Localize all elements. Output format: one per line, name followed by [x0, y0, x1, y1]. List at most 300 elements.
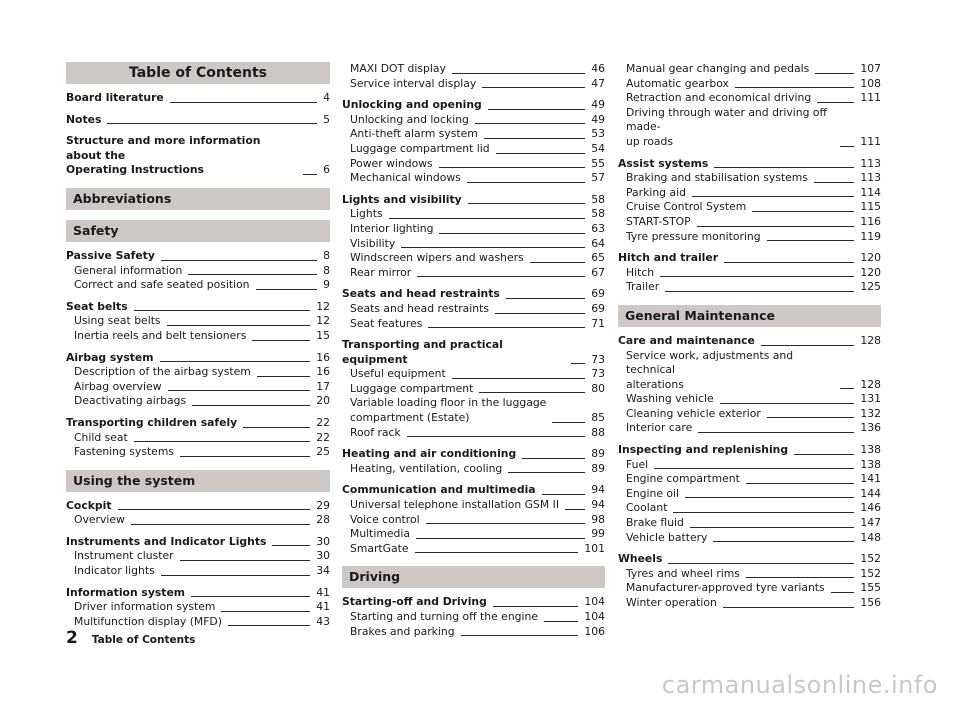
leader-line — [488, 109, 585, 110]
leader-line — [417, 276, 585, 277]
toc-subentry-retraction-and-economical-driving[interactable] — [618, 91, 881, 106]
toc-page-number: 20 — [316, 394, 330, 408]
spacer — [342, 91, 605, 98]
toc-subentry-engine-compartment[interactable] — [618, 472, 881, 487]
watermark-text: carmanualsonline.info — [661, 671, 938, 699]
toc-page-number: 54 — [591, 141, 605, 155]
toc-page-number: 114 — [860, 185, 881, 199]
toc-page-number: 30 — [316, 534, 330, 548]
toc-page-number: 115 — [860, 200, 881, 214]
toc-page-number: 5 — [323, 112, 330, 126]
toc-page-number: 147 — [860, 516, 881, 530]
toc-page-number: 136 — [860, 421, 881, 435]
toc-chapter-transporting-and-practical-equipment[interactable] — [342, 338, 605, 367]
toc-page-number: 58 — [591, 207, 605, 221]
toc-page-number: 8 — [323, 263, 330, 277]
toc-entry-label: Notes — [66, 112, 102, 126]
toc-subentry-winter-operation[interactable] — [618, 596, 881, 611]
toc-page-number: 9 — [323, 278, 330, 292]
leader-line — [522, 458, 585, 459]
spacer — [66, 178, 330, 188]
toc-page-number: 89 — [591, 461, 605, 475]
leader-line — [484, 138, 585, 139]
toc-entry-label: Visibility — [350, 236, 396, 250]
toc-chapter-heating-and-air-conditioning[interactable] — [342, 447, 605, 462]
section-banner-abbreviations: Abbreviations — [66, 188, 330, 210]
toc-chapter-communication-and-multimedia[interactable] — [342, 483, 605, 498]
toc-page-number: 119 — [860, 229, 881, 243]
toc-subentry-inertia-reels-and-belt-tensioners[interactable] — [66, 329, 330, 344]
toc-subentry-brakes-and-parking[interactable] — [342, 625, 605, 640]
toc-chapter-information-system[interactable] — [66, 586, 330, 601]
toc-page-number: 49 — [591, 98, 605, 112]
leader-line — [252, 340, 310, 341]
toc-page-number: 58 — [591, 192, 605, 206]
toc-subentry-start-stop[interactable] — [618, 215, 881, 230]
toc-chapter-inspecting-and-replenishing[interactable] — [618, 443, 881, 458]
toc-chapter-transporting-children-safely[interactable] — [66, 416, 330, 431]
toc-chapter-instruments-and-indicator-lights[interactable] — [66, 535, 330, 550]
toc-page-number: 98 — [591, 512, 605, 526]
leader-line — [697, 226, 855, 227]
spacer — [342, 588, 605, 595]
toc-page-number: 15 — [316, 328, 330, 342]
toc-page-number: 73 — [591, 367, 605, 381]
toc-page-number: 71 — [591, 316, 605, 330]
toc-entry-label: Starting and turning off the engine — [350, 610, 538, 623]
leader-line — [496, 153, 586, 154]
toc-column-1 — [66, 62, 330, 629]
leader-line — [118, 509, 311, 510]
toc-page-number: 104 — [584, 595, 605, 609]
toc-subentry-cruise-control-system[interactable] — [618, 200, 881, 215]
toc-page-number: 16 — [316, 350, 330, 364]
leader-line — [180, 456, 310, 457]
toc-page-number: 108 — [860, 76, 881, 90]
toc-entry-label: Brakes and parking — [350, 624, 455, 638]
toc-chapter-board-literature[interactable] — [66, 91, 330, 106]
toc-page-number: 131 — [860, 392, 881, 406]
toc-subentry-vehicle-battery[interactable] — [618, 531, 881, 546]
toc-entry-label: Power windows — [350, 156, 433, 170]
leader-line — [565, 509, 585, 510]
toc-page-number: 107 — [860, 62, 881, 75]
leader-line — [714, 167, 854, 168]
toc-chapter-care-and-maintenance[interactable] — [618, 334, 881, 349]
toc-page-number: 152 — [860, 566, 881, 580]
toc-chapter-notes[interactable] — [66, 113, 330, 128]
toc-entry-label: Roof rack — [350, 425, 401, 439]
leader-line — [552, 422, 585, 423]
toc-subentry-roof-rack[interactable] — [342, 426, 605, 441]
leader-line — [167, 325, 311, 326]
toc-page-number: 12 — [316, 299, 330, 313]
toc-entry-label: Fastening systems — [74, 445, 174, 459]
toc-subentry-service-work-adjustments-and-technical-alterations[interactable] — [618, 349, 881, 393]
leader-line — [131, 524, 310, 525]
leader-line — [654, 468, 854, 469]
leader-line — [690, 527, 854, 528]
toc-page-number: 106 — [584, 624, 605, 638]
section-banner-general-maintenance: General Maintenance — [618, 305, 881, 327]
toc-entry-label: Rear mirror — [350, 265, 412, 279]
leader-line — [767, 417, 855, 418]
leader-line — [401, 247, 585, 248]
toc-subentry-variable-loading-floor-in-the-luggage-compartment-estate[interactable] — [342, 396, 605, 425]
toc-subentry-service-interval-display[interactable] — [342, 77, 605, 92]
toc-page-number: 146 — [860, 501, 881, 515]
toc-page-number: 111 — [860, 91, 881, 105]
leader-line — [544, 621, 578, 622]
toc-page-number: 46 — [591, 62, 605, 75]
section-banner-safety: Safety — [66, 220, 330, 242]
leader-line — [160, 361, 311, 362]
leader-line — [720, 403, 855, 404]
leader-line — [191, 596, 310, 597]
leader-line — [673, 512, 854, 513]
toc-page-number: 47 — [591, 76, 605, 90]
toc-subentry-manufacturer-approved-tyre-variants[interactable] — [618, 581, 881, 596]
leader-line — [735, 87, 855, 88]
toc-entry-label: Wheels — [618, 552, 663, 566]
toc-entry-label: Winter operation — [626, 596, 717, 609]
toc-entry-label: Description of the airbag system — [74, 365, 251, 379]
leader-line — [692, 196, 854, 197]
toc-page-number: 138 — [860, 457, 881, 471]
toc-subentry-washing-vehicle[interactable] — [618, 392, 881, 407]
leader-line — [134, 310, 311, 311]
toc-entry-label: Overview — [74, 513, 125, 527]
toc-subentry-lights[interactable] — [342, 207, 605, 222]
toc-chapter-passive-safety[interactable] — [66, 249, 330, 264]
toc-page-number: 120 — [860, 251, 881, 265]
toc-entry-label: Braking and stabilisation systems — [626, 171, 808, 185]
toc-page-number: 148 — [860, 530, 881, 544]
leader-line — [794, 454, 854, 455]
leader-line — [272, 545, 310, 546]
leader-line — [188, 274, 317, 275]
toc-page-number: 41 — [316, 600, 330, 614]
toc-page-number: 16 — [316, 365, 330, 379]
toc-subentry-manual-gear-changing-and-pedals[interactable] — [618, 62, 881, 77]
toc-subentry-seats-and-head-restraints[interactable] — [342, 302, 605, 317]
toc-column-2 — [342, 62, 605, 639]
leader-line — [723, 607, 855, 608]
spacer — [342, 280, 605, 287]
toc-page-number: 156 — [860, 596, 881, 609]
leader-line — [428, 327, 585, 328]
toc-subentry-driving-through-water-and-driving-off-made-up-roads[interactable] — [618, 106, 881, 150]
toc-chapter-wheels[interactable] — [618, 552, 881, 567]
toc-entry-label: Cockpit — [66, 498, 112, 512]
toc-subentry-anti-theft-alarm-system[interactable] — [342, 127, 605, 142]
toc-entry-label: Instruments and Indicator Lights — [66, 534, 267, 548]
toc-entry-label: Coolant — [626, 501, 668, 515]
toc-subentry-trailer[interactable] — [618, 280, 881, 295]
toc-entry-label: Engine oil — [626, 486, 680, 500]
spacer — [342, 331, 605, 338]
leader-line — [192, 405, 310, 406]
spacer — [618, 295, 881, 305]
toc-subentry-rear-mirror[interactable] — [342, 266, 605, 281]
toc-subentry-luggage-compartment[interactable] — [342, 382, 605, 397]
toc-page-number: 28 — [316, 513, 330, 527]
toc-entry-label: Heating and air conditioning — [342, 447, 517, 461]
toc-subentry-windscreen-wipers-and-washers[interactable] — [342, 251, 605, 266]
leader-line — [170, 102, 317, 103]
toc-page-number: 12 — [316, 314, 330, 328]
toc-page-number: 132 — [860, 406, 881, 420]
leader-line — [389, 218, 586, 219]
toc-page-number: 29 — [316, 498, 330, 512]
page-number: 2 — [66, 628, 78, 648]
toc-subentry-useful-equipment[interactable] — [342, 367, 605, 382]
spacer — [342, 476, 605, 483]
toc-entry-label: Driver information system — [74, 600, 216, 614]
spacer — [66, 210, 330, 220]
toc-chapter-assist-systems[interactable] — [618, 157, 881, 172]
toc-entry-label: Automatic gearbox — [626, 76, 729, 90]
leader-line — [815, 73, 854, 74]
toc-entry-label: Deactivating airbags — [74, 394, 187, 408]
leader-line — [415, 552, 579, 553]
toc-subentry-cleaning-vehicle-exterior[interactable] — [618, 407, 881, 422]
toc-entry-label: Vehicle battery — [626, 530, 708, 544]
toc-entry-label: Lights and visibility — [342, 192, 462, 206]
toc-entry-label: Driving through water and driving off made- up roads — [626, 105, 827, 148]
toc-page-number: 94 — [591, 483, 605, 497]
toc-page-number: 88 — [591, 425, 605, 439]
toc-page-number: 85 — [591, 411, 605, 425]
leader-line — [746, 577, 854, 578]
spacer — [618, 244, 881, 251]
toc-subentry-instrument-cluster[interactable] — [66, 549, 330, 564]
toc-entry-label: Assist systems — [618, 156, 709, 170]
toc-subentry-overview[interactable] — [66, 513, 330, 528]
toc-page-number: 49 — [591, 112, 605, 126]
toc-subentry-visibility[interactable] — [342, 237, 605, 252]
leader-line — [467, 182, 585, 183]
toc-entry-label: Luggage compartment lid — [350, 141, 490, 155]
toc-chapter-cockpit[interactable] — [66, 499, 330, 514]
spacer — [66, 579, 330, 586]
toc-entry-label: Universal telephone installation GSM II — [350, 498, 560, 512]
toc-subentry-universal-telephone-installation-gsm-ii[interactable] — [342, 498, 605, 513]
spacer — [618, 327, 881, 334]
leader-line — [817, 102, 854, 103]
page-footer — [66, 628, 195, 648]
toc-subentry-unlocking-and-locking[interactable] — [342, 113, 605, 128]
toc-subentry-engine-oil[interactable] — [618, 487, 881, 502]
spacer — [66, 492, 330, 499]
spacer — [66, 106, 330, 113]
toc-page-number: 138 — [860, 443, 881, 457]
toc-subentry-voice-control[interactable] — [342, 513, 605, 528]
toc-entry-label: Manual gear changing and pedals — [626, 62, 810, 75]
toc-entry-label: Instrument cluster — [74, 549, 174, 563]
toc-entry-label: Unlocking and opening — [342, 98, 482, 112]
leader-line — [461, 635, 579, 636]
leader-line — [746, 483, 855, 484]
toc-entry-label: Cleaning vehicle exterior — [626, 406, 761, 420]
toc-entry-label: Seat features — [350, 316, 423, 330]
leader-line — [814, 182, 854, 183]
toc-entry-label: MAXI DOT display — [350, 62, 446, 75]
toc-entry-label: Interior care — [626, 421, 693, 435]
toc-subentry-power-windows[interactable] — [342, 157, 605, 172]
toc-page-number: 17 — [316, 379, 330, 393]
leader-line — [426, 523, 586, 524]
toc-entry-label: Board literature — [66, 91, 164, 104]
toc-entry-label: Airbag system — [66, 350, 154, 364]
leader-line — [221, 611, 310, 612]
toc-subentry-interior-lighting[interactable] — [342, 222, 605, 237]
toc-page-number: 94 — [591, 498, 605, 512]
toc-entry-label: Correct and safe seated position — [74, 278, 250, 292]
toc-page-number: 141 — [860, 472, 881, 486]
toc-subentry-using-seat-belts[interactable] — [66, 314, 330, 329]
leader-line — [685, 497, 854, 498]
toc-page-number: 65 — [591, 251, 605, 265]
toc-chapter-seats-and-head-restraints[interactable] — [342, 287, 605, 302]
spacer — [66, 460, 330, 470]
toc-entry-label: Indicator lights — [74, 564, 155, 578]
toc-subentry-child-seat[interactable] — [66, 431, 330, 446]
toc-entry-label: Interior lighting — [350, 221, 434, 235]
toc-page-number: 63 — [591, 221, 605, 235]
toc-subentry-airbag-overview[interactable] — [66, 380, 330, 395]
toc-entry-label: General information — [74, 263, 183, 277]
leader-line — [571, 363, 585, 364]
toc-entry-label: Cruise Control System — [626, 200, 747, 214]
toc-subentry-driver-information-system[interactable] — [66, 600, 330, 615]
leader-line — [161, 575, 311, 576]
toc-entry-label: Multimedia — [350, 527, 411, 541]
leader-line — [168, 390, 311, 391]
toc-page-number: 8 — [323, 248, 330, 262]
toc-entry-label: Hitch and trailer — [618, 251, 719, 265]
toc-chapter-seat-belts[interactable] — [66, 300, 330, 315]
toc-subentry-coolant[interactable] — [618, 501, 881, 516]
toc-entry-label: Communication and multimedia — [342, 483, 536, 497]
leader-line — [840, 146, 854, 147]
toc-entry-label: Child seat — [74, 430, 128, 444]
toc-subentry-mechanical-windows[interactable] — [342, 171, 605, 186]
toc-subentry-deactivating-airbags[interactable] — [66, 394, 330, 409]
toc-page-number: 69 — [591, 287, 605, 301]
toc-entry-label: Structure and more information about the Operating Instructions — [66, 134, 261, 177]
toc-page-number: 30 — [316, 549, 330, 563]
toc-page-number: 41 — [316, 585, 330, 599]
toc-subentry-luggage-compartment-lid[interactable] — [342, 142, 605, 157]
toc-entry-label: Engine compartment — [626, 472, 740, 486]
toc-chapter-airbag-system[interactable] — [66, 351, 330, 366]
toc-subentry-maxi-dot-display[interactable] — [342, 62, 605, 77]
leader-line — [493, 606, 579, 607]
leader-line — [506, 298, 585, 299]
toc-subentry-fuel[interactable] — [618, 458, 881, 473]
toc-subentry-general-information[interactable] — [66, 264, 330, 279]
toc-entry-label: Anti-theft alarm system — [350, 127, 478, 141]
toc-page-number: 120 — [860, 265, 881, 279]
toc-entry-label: Windscreen wipers and washers — [350, 251, 524, 265]
toc-subentry-interior-care[interactable] — [618, 421, 881, 436]
leader-line — [530, 262, 586, 263]
toc-page-number: 111 — [860, 134, 881, 148]
spacer — [66, 84, 330, 91]
toc-chapter-structure-and-more-information-about-the-operating-instructions[interactable] — [66, 134, 330, 178]
toc-chapter-starting-off-and-driving[interactable] — [342, 595, 605, 610]
spacer — [342, 440, 605, 447]
spacer — [66, 528, 330, 535]
toc-subentry-smartgate[interactable] — [342, 542, 605, 557]
toc-page-number: 104 — [584, 610, 605, 623]
leader-line — [439, 167, 586, 168]
toc-entry-label: Care and maintenance — [618, 333, 755, 347]
spacer — [66, 293, 330, 300]
toc-page-number: 43 — [316, 614, 330, 628]
toc-entry-label: Service work, adjustments and technical alterations — [626, 348, 794, 391]
toc-subentry-indicator-lights[interactable] — [66, 564, 330, 579]
toc-subentry-parking-aid[interactable] — [618, 186, 881, 201]
leader-line — [257, 376, 310, 377]
toc-subentry-heating-ventilation-cooling[interactable] — [342, 462, 605, 477]
leader-line — [665, 291, 854, 292]
toc-subentry-description-of-the-airbag-system[interactable] — [66, 365, 330, 380]
toc-entry-label: Unlocking and locking — [350, 112, 469, 126]
toc-subentry-tyres-and-wheel-rims[interactable] — [618, 567, 881, 582]
toc-entry-label: Tyre pressure monitoring — [626, 229, 761, 243]
toc-entry-label: Seats and head restraints — [342, 287, 500, 301]
toc-subentry-correct-and-safe-seated-position[interactable] — [66, 278, 330, 293]
toc-subentry-seat-features[interactable] — [342, 317, 605, 332]
toc-page-number: 64 — [591, 236, 605, 250]
toc-entry-label: Hitch — [626, 265, 655, 279]
toc-entry-label: Luggage compartment — [350, 381, 474, 395]
toc-subentry-brake-fluid[interactable] — [618, 516, 881, 531]
toc-page-number: 89 — [591, 447, 605, 461]
toc-page-number: 155 — [860, 581, 881, 595]
toc-subentry-hitch[interactable] — [618, 266, 881, 281]
toc-subentry-multimedia[interactable] — [342, 527, 605, 542]
spacer — [66, 344, 330, 351]
toc-subentry-automatic-gearbox[interactable] — [618, 77, 881, 92]
toc-entry-label: Seats and head restraints — [350, 301, 489, 315]
toc-chapter-lights-and-visibility[interactable] — [342, 193, 605, 208]
leader-line — [767, 240, 855, 241]
toc-subentry-braking-and-stabilisation-systems[interactable] — [618, 171, 881, 186]
leader-line — [660, 276, 854, 277]
toc-page-number: 69 — [591, 301, 605, 315]
toc-page-number: 25 — [316, 445, 330, 459]
leader-line — [243, 427, 310, 428]
toc-subentry-starting-and-turning-off-the-engine[interactable] — [342, 610, 605, 625]
leader-line — [468, 203, 586, 204]
leader-line — [698, 432, 854, 433]
spacer — [66, 409, 330, 416]
toc-subentry-tyre-pressure-monitoring[interactable] — [618, 230, 881, 245]
toc-subentry-fastening-systems[interactable] — [66, 445, 330, 460]
toc-page-number: 22 — [316, 415, 330, 429]
toc-page-number: 34 — [316, 564, 330, 578]
page-title: Table of Contents — [66, 62, 330, 84]
toc-chapter-unlocking-and-opening[interactable] — [342, 98, 605, 113]
toc-entry-label: Passive Safety — [66, 248, 155, 262]
footer-title: Table of Contents — [91, 634, 196, 646]
leader-line — [107, 123, 317, 124]
toc-entry-label: SmartGate — [350, 541, 409, 555]
toc-chapter-hitch-and-trailer[interactable] — [618, 251, 881, 266]
